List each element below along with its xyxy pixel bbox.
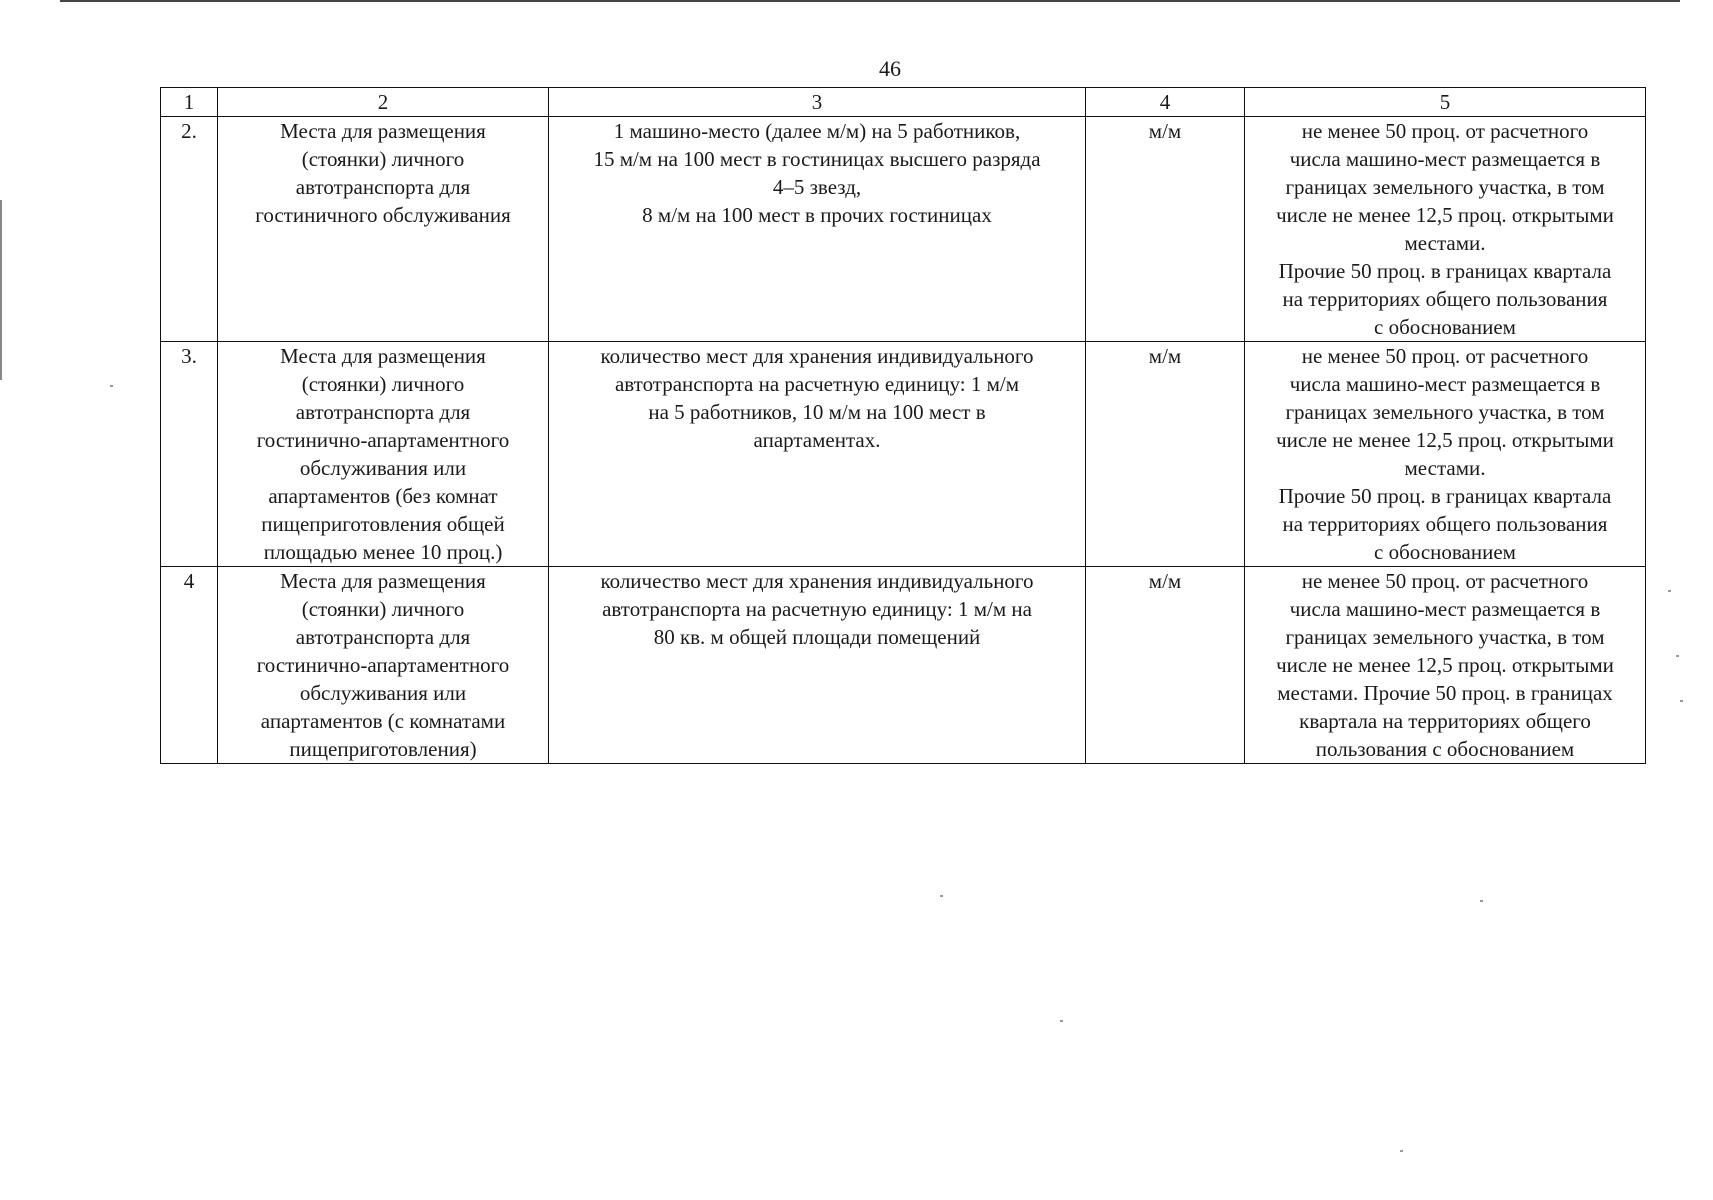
- scan-speck: [110, 385, 113, 387]
- scan-speck: [1676, 655, 1679, 657]
- parking-norms-table: [160, 87, 1646, 764]
- unit-cell: м/м: [1086, 117, 1245, 342]
- row-number: 3.: [161, 342, 218, 567]
- object-cell: Места для размещения (стоянки) личного автотранспорта для гостинично-апартаментного обслуживания или апартаментов (без комнат пищеприготовления общей площадью менее 10 проц.): [218, 342, 549, 567]
- scan-speck: [1480, 900, 1483, 902]
- column-header: 1: [161, 88, 218, 117]
- table-row: [161, 342, 1646, 567]
- note-cell: не менее 50 проц. от расчетного числа машино-мест размещается в границах земельного участка, в том числе не менее 12,5 проц. открытыми местами. Прочие 50 проц. в границах квартала на территориях общего пользования с обоснованием: [1245, 342, 1646, 567]
- scan-speck: [940, 895, 943, 897]
- column-header: 2: [218, 88, 549, 117]
- table-row: [161, 567, 1646, 764]
- table-header-row: [161, 88, 1646, 117]
- column-header: 5: [1245, 88, 1646, 117]
- scan-speck: [1060, 1020, 1063, 1022]
- object-cell: Места для размещения (стоянки) личного автотранспорта для гостинично-апартаментного обслуживания или апартаментов (с комнатами пищеприготовления): [218, 567, 549, 764]
- note-cell: не менее 50 проц. от расчетного числа машино-мест размещается в границах земельного участка, в том числе не менее 12,5 проц. открытыми местами. Прочие 50 проц. в границах квартала на территориях общего пользования с обоснованием: [1245, 117, 1646, 342]
- column-header: 3: [549, 88, 1086, 117]
- object-cell: Места для размещения (стоянки) личного автотранспорта для гостиничного обслуживания: [218, 117, 549, 342]
- norm-cell: количество мест для хранения индивидуального автотранспорта на расчетную единицу: 1 м/м на 80 кв. м общей площади помещений: [549, 567, 1086, 764]
- row-number: 4: [161, 567, 218, 764]
- column-header: 4: [1086, 88, 1245, 117]
- table-row: [161, 117, 1646, 342]
- unit-cell: м/м: [1086, 567, 1245, 764]
- scan-speck: [1400, 1150, 1403, 1152]
- row-number: 2.: [161, 117, 218, 342]
- scan-border-top: [60, 0, 1680, 2]
- norm-cell: 1 машино-место (далее м/м) на 5 работников, 15 м/м на 100 мест в гостиницах высшего разряда 4–5 звезд, 8 м/м на 100 мест в прочих гостиницах: [549, 117, 1086, 342]
- note-cell: не менее 50 проц. от расчетного числа машино-мест размещается в границах земельного участка, в том числе не менее 12,5 проц. открытыми местами. Прочие 50 проц. в границах квартала на территориях общего пользования с обоснованием: [1245, 567, 1646, 764]
- norm-cell: количество мест для хранения индивидуального автотранспорта на расчетную единицу: 1 м/м на 5 работников, 10 м/м на 100 мест в апартаментах.: [549, 342, 1086, 567]
- scan-speck: [1680, 700, 1683, 702]
- scan-border-left: [0, 200, 2, 380]
- unit-cell: м/м: [1086, 342, 1245, 567]
- scan-speck: [1668, 590, 1671, 592]
- page-number: 46: [879, 56, 901, 81]
